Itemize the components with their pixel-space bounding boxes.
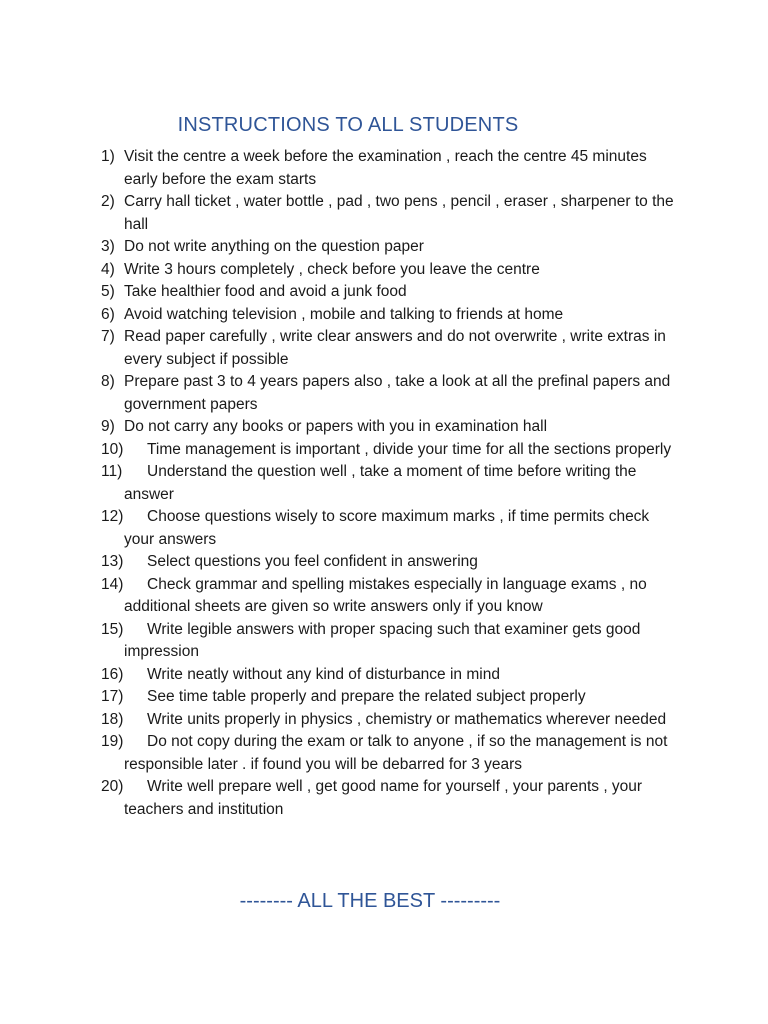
- list-item: [101, 304, 681, 327]
- list-item: [101, 236, 681, 259]
- list-item: [101, 574, 681, 619]
- item-text: Write neatly without any kind of disturbance in mind: [147, 665, 500, 683]
- item-number: 8): [101, 373, 115, 390]
- list-item: [101, 709, 681, 732]
- list-item: [101, 146, 681, 191]
- item-text: Write 3 hours completely , check before you leave the centre: [124, 260, 540, 278]
- list-item: [101, 281, 681, 304]
- list-item: [101, 619, 681, 664]
- item-text: Write well prepare well , get good name for yourself , your parents , your teachers and institution: [124, 778, 643, 818]
- list-item: [101, 776, 681, 821]
- item-text: Prepare past 3 to 4 years papers also , take a look at all the prefinal papers and government papers: [124, 373, 671, 413]
- list-item: [101, 259, 681, 282]
- item-text: Select questions you feel confident in answering: [147, 553, 478, 570]
- item-number: 10): [101, 440, 124, 458]
- list-item: [101, 664, 681, 687]
- item-text: See time table properly and prepare the related subject properly: [147, 688, 586, 705]
- item-text: Avoid watching television , mobile and talking to friends at home: [124, 305, 564, 323]
- page-title: INSTRUCTIONS TO ALL STUDENTS: [177, 114, 519, 136]
- item-number: 5): [101, 283, 115, 300]
- item-text: Carry hall ticket , water bottle , pad , two pens , pencil , eraser , sharpener to the hall: [124, 193, 674, 233]
- item-number: 9): [101, 418, 115, 435]
- list-item: [101, 461, 681, 506]
- item-number: 2): [101, 193, 115, 210]
- list-item: [101, 326, 681, 371]
- closing-line: -------- ALL THE BEST ---------: [239, 890, 501, 912]
- item-text: Read paper carefully , write clear answers and do not overwrite , write extras in every subject if possible: [124, 328, 666, 368]
- item-number: 13): [101, 553, 124, 570]
- list-item: [101, 551, 681, 574]
- item-number: 20): [101, 778, 124, 795]
- item-text: Write legible answers with proper spacing such that examiner gets good impression: [124, 620, 641, 660]
- item-number: 15): [101, 620, 124, 638]
- list-item: [101, 439, 681, 462]
- item-text: Visit the centre a week before the examination , reach the centre 45 minutes early before the exam starts: [124, 148, 647, 188]
- item-number: 3): [101, 238, 115, 255]
- list-item: [101, 416, 681, 439]
- list-item: [101, 506, 681, 551]
- item-number: 12): [101, 508, 124, 525]
- item-text: Write units properly in physics , chemistry or mathematics wherever needed: [147, 710, 667, 728]
- item-text: Take healthier food and avoid a junk food: [124, 283, 407, 300]
- list-item: [101, 371, 681, 416]
- instruction-list: [101, 146, 681, 821]
- item-number: 6): [101, 305, 115, 323]
- item-number: 1): [101, 148, 115, 165]
- item-number: 19): [101, 733, 124, 750]
- item-number: 11): [101, 463, 123, 480]
- item-text: Do not carry any books or papers with you in examination hall: [124, 418, 548, 435]
- list-item: [101, 686, 681, 709]
- item-number: 18): [101, 710, 124, 728]
- list-item: [101, 191, 681, 236]
- item-text: Do not write anything on the question paper: [124, 238, 424, 255]
- item-text: Understand the question well , take a moment of time before writing the answer: [124, 463, 637, 503]
- item-number: 16): [101, 665, 124, 683]
- item-text: Choose questions wisely to score maximum marks , if time permits check your answers: [124, 508, 650, 548]
- item-number: 7): [101, 328, 115, 345]
- item-text: Time management is important , divide your time for all the sections properly: [147, 440, 672, 458]
- item-number: 14): [101, 575, 124, 593]
- item-text: Check grammar and spelling mistakes especially in language exams , no additional sheets are given so write answers only if you know: [124, 575, 647, 615]
- item-text: Do not copy during the exam or talk to anyone , if so the management is not responsible later . if found you will be debarred for 3 years: [124, 733, 668, 773]
- item-number: 17): [101, 688, 124, 705]
- item-number: 4): [101, 260, 115, 278]
- list-item: [101, 731, 681, 776]
